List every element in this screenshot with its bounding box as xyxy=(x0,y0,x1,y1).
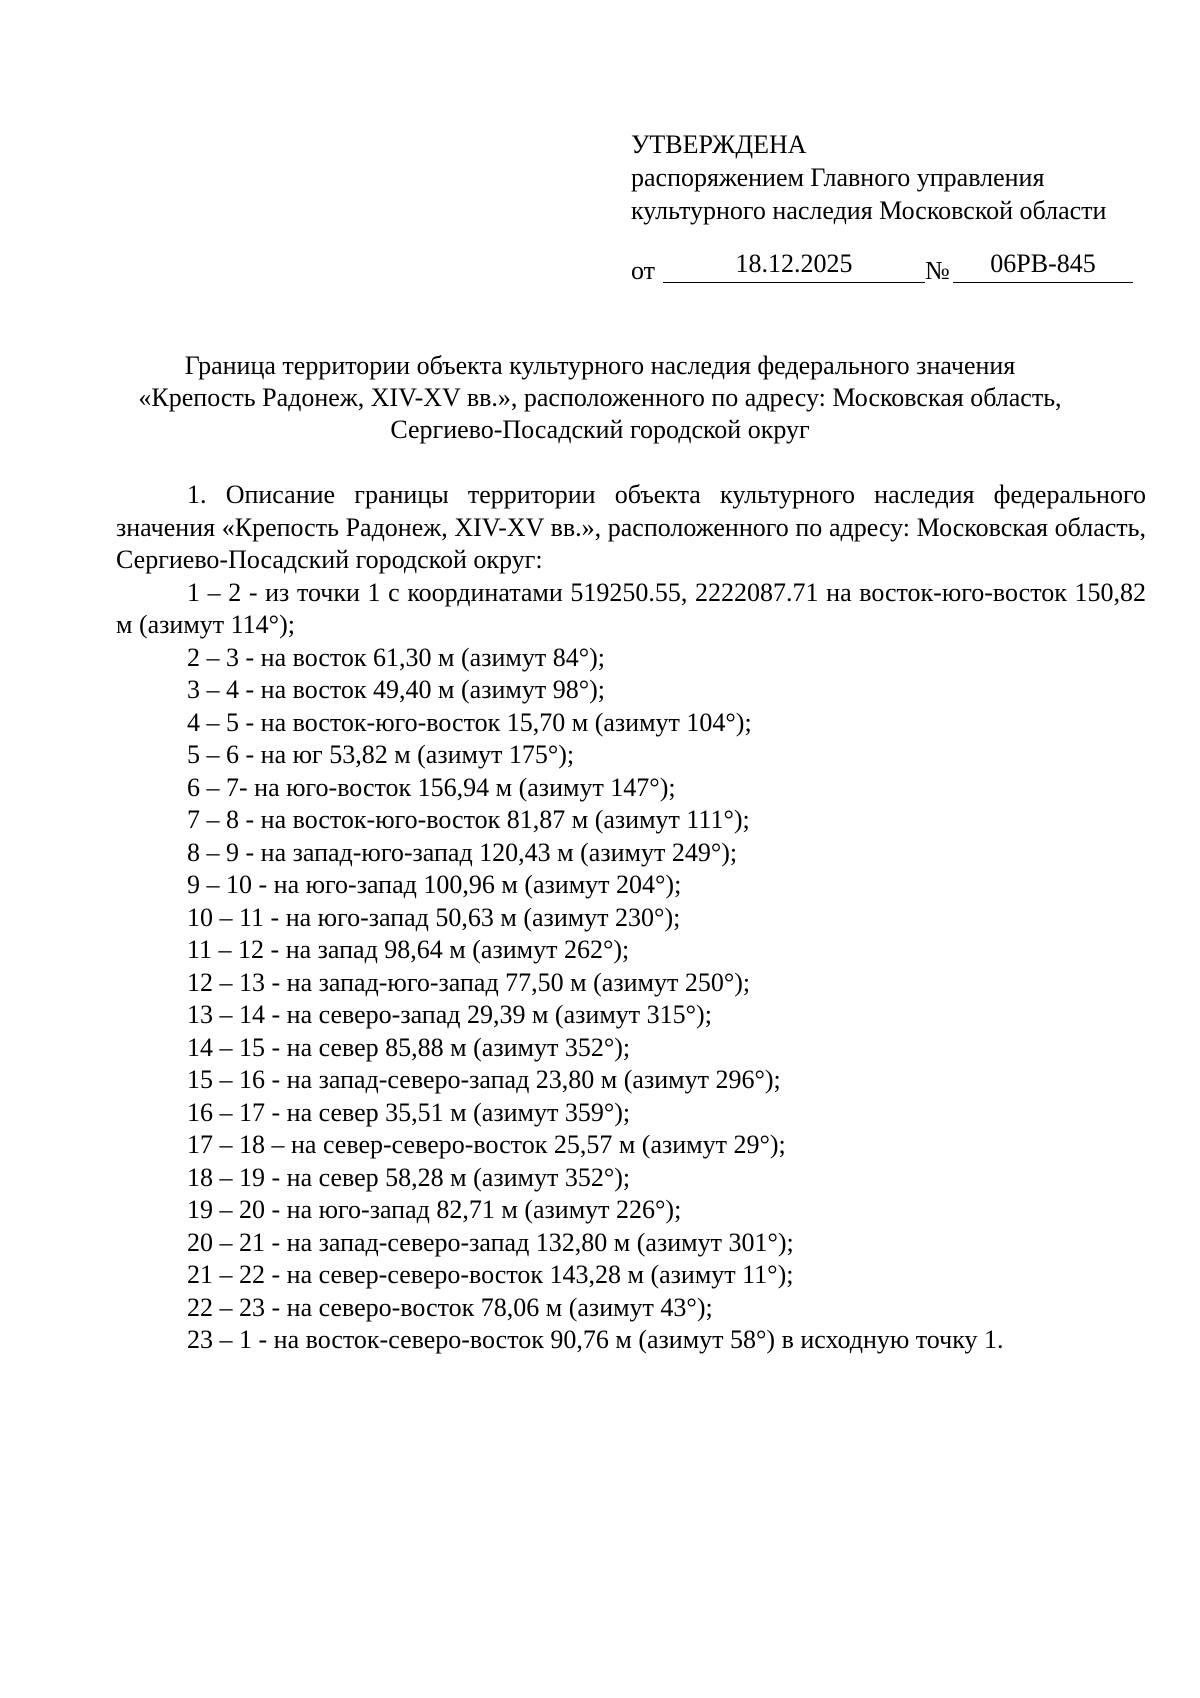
boundary-segment: 23 – 1 - на восток-северо-восток 90,76 м (азимут 58°) в исходную точку 1. xyxy=(187,1325,1004,1354)
document-title xyxy=(100,350,1100,446)
boundary-segment: 22 – 23 - на северо-восток 78,06 м (азимут 43°); xyxy=(187,1292,713,1322)
boundary-segment: 13 – 14 - на северо-запад 29,39 м (азимут 315°); xyxy=(187,1000,712,1029)
title-line-3: Сергиево-Посадский городской округ xyxy=(390,415,810,444)
boundary-segment: 18 – 19 - на север 58,28 м (азимут 352°); xyxy=(187,1162,631,1192)
title-line-2: «Крепость Радонеж, XIV-XV вв.», расположенного по адресу: Московская область, xyxy=(138,383,1062,412)
boundary-segment-list xyxy=(116,642,1146,1357)
boundary-segment: 5 – 6 - на юг 53,82 м (азимут 175°); xyxy=(187,740,575,769)
boundary-segment: 19 – 20 - на юго-запад 82,71 м (азимут 226°); xyxy=(187,1195,682,1224)
approval-block xyxy=(631,128,1106,227)
approval-heading: УТВЕРЖДЕНА xyxy=(631,130,807,159)
boundary-segment: 7 – 8 - на восток-юго-восток 81,87 м (азимут 111°); xyxy=(187,805,750,834)
boundary-segment: 3 – 4 - на восток 49,40 м (азимут 98°); xyxy=(187,675,605,704)
boundary-segment: 21 – 22 - на север-северо-восток 143,28 м (азимут 11°); xyxy=(187,1260,794,1289)
boundary-segment: 12 – 13 - на запад-юго-запад 77,50 м (азимут 250°); xyxy=(187,967,751,997)
boundary-segment: 8 – 9 - на запад-юго-запад 120,43 м (азимут 249°); xyxy=(187,837,738,867)
boundary-description xyxy=(116,479,1146,1357)
registration-from-label: от xyxy=(631,256,656,285)
boundary-segment: 2 – 3 - на восток 61,30 м (азимут 84°); xyxy=(187,642,605,672)
registration-number-label: № xyxy=(925,256,950,285)
registration-date: 18.12.2025 xyxy=(663,248,925,283)
boundary-segment: 16 – 17 - на север 35,51 м (азимут 359°); xyxy=(187,1097,631,1127)
boundary-segment: 17 – 18 – на север-северо-восток 25,57 м (азимут 29°); xyxy=(187,1130,786,1159)
boundary-segment-first: 1 – 2 - из точки 1 с координатами 519250.55, 2222087.71 на восток-юго-восток 150,82 м (азимут 114°); xyxy=(116,577,1146,639)
registration-number: 06РВ-845 xyxy=(953,248,1133,283)
section-intro: 1. Описание границы территории объекта культурного наследия федерального значения «Крепость Радонеж, XIV-XV вв.», расположенного по адресу: Московская область, Сергиево-Посадский городской округ: xyxy=(116,480,1146,574)
boundary-segment: 15 – 16 - на запад-северо-запад 23,80 м (азимут 296°); xyxy=(187,1065,781,1094)
title-line-1: Граница территории объекта культурного наследия федерального значения xyxy=(184,351,1016,380)
boundary-segment: 14 – 15 - на север 85,88 м (азимут 352°); xyxy=(187,1032,631,1062)
approval-line-3: культурного наследия Московской области xyxy=(631,196,1107,225)
approval-line-2: распоряжением Главного управления xyxy=(631,163,1045,192)
boundary-segment: 9 – 10 - на юго-запад 100,96 м (азимут 204°); xyxy=(187,870,682,899)
boundary-segment: 10 – 11 - на юго-запад 50,63 м (азимут 230°); xyxy=(187,902,681,932)
boundary-segment: 6 – 7- на юго-восток 156,94 м (азимут 147°); xyxy=(187,772,676,802)
boundary-segment: 11 – 12 - на запад 98,64 м (азимут 262°); xyxy=(187,935,630,964)
boundary-segment: 4 – 5 - на восток-юго-восток 15,70 м (азимут 104°); xyxy=(187,707,752,737)
boundary-segment: 20 – 21 - на запад-северо-запад 132,80 м (азимут 301°); xyxy=(187,1227,794,1257)
